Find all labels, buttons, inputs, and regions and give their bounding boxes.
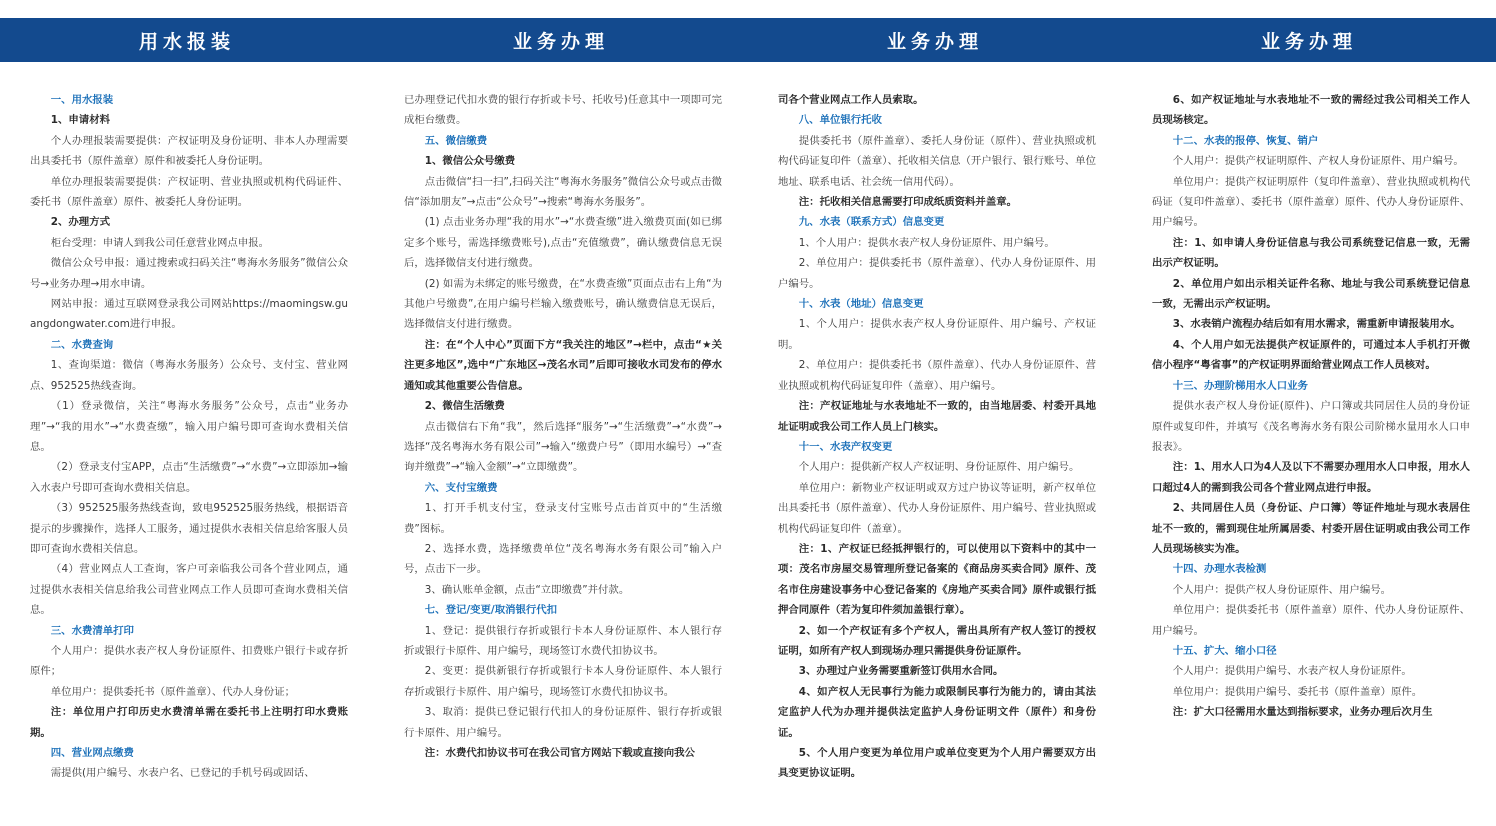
section-heading: 五、微信缴费: [424, 134, 488, 147]
section-heading: 九、水表（联系方式）信息变更: [798, 216, 945, 229]
section-heading: 十五、扩大、缩小口径: [1172, 644, 1277, 657]
note-text: 注：1、如申请人身份证信息与我公司系统登记信息一致，无需出示产权证明。: [1152, 236, 1470, 270]
note-text: 3、办理过户业务需要重新签订供用水合同。: [798, 665, 1004, 678]
paragraph: 提供水表产权人身份证(原件)、户口簿或共同居住人员的身份证原件或复印件，并填写《茂名粤海水务有限公司阶梯水量用水人口申报表》。: [1152, 400, 1470, 453]
note-text: 注：在“个人中心”页面下方“我关注的地区”→栏中，点击“★关注更多地区”,选中“广东地区→茂名水司”后即可接收水司发布的停水通知或其他重要公告信息。: [404, 338, 722, 392]
paragraph: （4）营业网点人工查询，客户可亲临我公司各个营业网点，通过提供水表相关信息给我公司营业网点工作人员即可查询水费相关信息。: [30, 563, 348, 617]
section-heading: 七、登记/变更/取消银行代扣: [424, 604, 558, 617]
banner-title-4: 业务办理: [1260, 30, 1357, 53]
paragraph: 微信公众号申报：通过搜索或扫码关注“粤海水务服务”微信公众号→业务办理→用水申请。: [30, 257, 348, 290]
paragraph: 个人用户：提供用户编号、水表产权人身份证原件。: [1172, 665, 1412, 678]
paragraph: 提供委托书（原件盖章）、委托人身份证（原件）、营业执照或机构代码证复印件（盖章）、托收相关信息（开户银行、银行账号、单位地址、联系电话、社会统一信用代码）。: [778, 134, 1096, 188]
note-text: 4、如产权人无民事行为能力或限制民事行为能力的，请由其法定监护人代为办理并提供法定监护人身份证明文件（原件）和身份证。: [778, 685, 1096, 739]
section-heading: 十三、办理阶梯用水人口业务: [1172, 379, 1308, 392]
section-heading: 十一、水表产权变更: [798, 440, 893, 453]
note-text: 2、如一个产权证有多个产权人，需出具所有产权人签订的授权证明，如所有产权人到现场办理只需提供身份证原件。: [778, 624, 1096, 657]
column-2: [404, 90, 722, 820]
paragraph: 个人用户：提供产权证明原件、产权人身份证原件、用户编号。: [1172, 155, 1464, 168]
note-text: 注：托收相关信息需要打印成纸质资料并盖章。: [798, 196, 1017, 209]
subheading: 2、办理方式: [50, 216, 110, 229]
note-text: 2、共同居住人员（身份证、户口簿）等证件地址与现水表居住址不一致的，需到现住址所属居委、村委开居住证明或由我公司工作人员现场核实为准。: [1152, 502, 1470, 555]
note-text: 司各个营业网点工作人员索取。: [778, 94, 924, 106]
section-heading: 六、支付宝缴费: [424, 481, 498, 494]
paragraph: 个人用户：提供新产权人产权证明、身份证原件、用户编号。: [798, 461, 1080, 474]
paragraph: (1) 点击业务办理“我的用水”→“水费查缴”进入缴费页面(如已绑定多个账号，需选择缴费账号),点击“充值缴费”，确认缴费信息无误后，选择微信支付进行缴费。: [404, 216, 722, 270]
banner-title-3: 业务办理: [886, 30, 983, 53]
section-heading: 四、营业网点缴费: [50, 747, 134, 759]
paragraph: 点击微信右下角“我”，然后选择“服务”→“生活缴费”→“水费”→选择“茂名粤海水务有限公司”→输入“缴费户号”（即用水编号）→“查询并缴费”→“输入金额”→“立即缴费”。: [404, 420, 722, 474]
paragraph: 2、选择水费，选择缴费单位“茂名粤海水务有限公司”输入户号，点击下一步。: [404, 542, 722, 576]
note-text: 5、个人用户变更为单位用户或单位变更为个人用户需要双方出具变更协议证明。: [778, 747, 1096, 780]
paragraph: 需提供(用户编号、水表户名、已登记的手机号码或固话、: [50, 767, 315, 780]
paragraph: 1、个人用户：提供水表产权人身份证原件、用户编号。: [798, 236, 1055, 249]
paragraph: 个人办理报装需要提供：产权证明及身份证明、非本人办理需要出具委托书（原件盖章）原件和被委托人身份证明。: [30, 134, 348, 168]
note-text: 注：1、用水人口为4人及以下不需要办理用水人口申报，用水人口超过4人的需到我公司各个营业网点进行申报。: [1152, 461, 1470, 494]
section-heading: 一、用水报装: [50, 94, 114, 106]
section-heading: 十二、水表的报停、恢复、销户: [1172, 134, 1319, 147]
paragraph: (2) 如需为未绑定的账号缴费，在“水费查缴”页面点击右上角“为其他户号缴费”,在用户编号栏输入缴费账号，确认缴费信息无误后，选择微信支付进行缴费。: [404, 277, 722, 331]
paragraph: （3）952525服务热线查询，致电952525服务热线，根据语音提示的步骤操作，选择人工服务，通过提供水表相关信息给客服人员即可查询水费相关信息。: [30, 502, 348, 555]
subheading: 1、申请材料: [50, 114, 110, 127]
paragraph: 单位用户：提供委托书（原件盖章）、代办人身份证；: [50, 685, 295, 698]
column-1: [30, 90, 348, 820]
paragraph: 单位用户：提供用户编号、委托书（原件盖章）原件。: [1172, 685, 1423, 698]
paragraph: 1、打开手机支付宝，登录支付宝账号点击首页中的“生活缴费”图标。: [404, 502, 722, 535]
note-text: 3、水表销户流程办结后如有用水需求，需重新申请报装用水。: [1172, 318, 1461, 331]
note-text: 注：水费代扣协议书可在我公司官方网站下载或直接向我公: [424, 747, 695, 759]
banner-title-2: 业务办理: [512, 30, 609, 53]
paragraph: 2、单位用户：提供委托书（原件盖章）、代办人身份证原件、用户编号。: [778, 257, 1096, 290]
column-3: [778, 90, 1096, 820]
section-heading: 十四、办理水表检测: [1172, 563, 1267, 576]
note-text: 6、如产权证地址与水表地址不一致的需经过我公司相关工作人员现场核定。: [1152, 94, 1470, 127]
paragraph: 单位办理报装需要提供：产权证明、营业执照或机构代码证件、委托书（原件盖章）原件、被委托人身份证明。: [30, 175, 348, 209]
section-heading: 八、单位银行托收: [798, 114, 882, 127]
paragraph: 2、单位用户：提供委托书（原件盖章）、代办人身份证原件、营业执照或机构代码证复印件（盖章）、用户编号。: [778, 359, 1096, 392]
note-text: 2、单位用户如出示相关证件名称、地址与我公司系统登记信息一致，无需出示产权证明。: [1152, 277, 1470, 311]
note-text: 注：扩大口径需用水量达到指标要求，业务办理后次月生: [1172, 706, 1433, 719]
paragraph: 3、确认账单金额，点击“立即缴费”并付款。: [424, 583, 630, 596]
paragraph: 1、登记：提供银行存折或银行卡本人身份证原件、本人银行存折或银行卡原件、用户编号，现场签订水费代扣协议书。: [404, 624, 722, 657]
subheading: 1、微信公众号缴费: [424, 155, 516, 168]
paragraph: （1）登录微信，关注“粤海水务服务”公众号，点击“业务办理”→“我的用水”→“水费查缴”，输入用户编号即可查询水费相关信息。: [30, 400, 348, 453]
paragraph: 已办理登记代扣水费的银行存折或卡号、托收号)任意其中一项即可完成柜台缴费。: [404, 94, 722, 127]
paragraph: 个人用户：提供产权人身份证原件、用户编号。: [1172, 583, 1391, 596]
section-heading: 三、水费清单打印: [50, 624, 134, 637]
paragraph: 1、查询渠道：微信（粤海水务服务）公众号、支付宝、营业网点、952525热线查询。: [30, 359, 348, 392]
paragraph: 单位用户：提供委托书（原件盖章）原件、代办人身份证原件、用户编号。: [1152, 604, 1470, 637]
note-text: 注：1、产权证已经抵押银行的，可以使用以下资料中的其中一项：茂名市房屋交易管理所登记备案的《商品房买卖合同》原件、茂名市住房建设事务中心登记备案的《房地产买卖合同》原件或银行抵押合同原件（若为复印件须加盖银行章）。: [778, 542, 1096, 617]
note-text: 注：产权证地址与水表地址不一致的，由当地居委、村委开具地址证明或我公司工作人员上门核实。: [778, 400, 1096, 433]
paragraph: 单位用户：提供产权证明原件（复印件盖章）、营业执照或机构代码证（复印件盖章）、委托书（原件盖章）原件、代办人身份证原件、用户编号。: [1152, 175, 1470, 229]
column-4: [1152, 90, 1470, 820]
paragraph: 柜台受理：申请人到我公司任意营业网点申报。: [50, 236, 269, 249]
paragraph: 个人用户：提供水表产权人身份证原件、扣费账户银行卡或存折原件；: [30, 644, 348, 678]
banner-title-1: 用水报装: [138, 30, 235, 53]
section-heading: 二、水费查询: [50, 338, 114, 351]
paragraph: 单位用户：新物业产权证明或双方过户协议等证明，新产权单位出具委托书（原件盖章）、代办人身份证原件、用户编号、营业执照或机构代码证复印件（盖章）。: [778, 481, 1096, 535]
note-text: 4、个人用户如无法提供产权证原件的，可通过本人手机打开微信小程序“粤省事”的产权证明界面给营业网点工作人员核对。: [1152, 338, 1470, 372]
paragraph: （2）登录支付宝APP，点击“生活缴费”→“水费”→立即添加→输入水表户号即可查询水费相关信息。: [30, 461, 348, 494]
paragraph: 点击微信“扫一扫”,扫码关注“粤海水务服务”微信公众号或点击微信“添加朋友”→点击“公众号”→搜索“粤海水务服务”。: [404, 175, 722, 209]
paragraph: 2、变更：提供新银行存折或银行卡本人身份证原件、本人银行存折或银行卡原件、用户编号，现场签订水费代扣协议书。: [404, 665, 722, 698]
note-text: 注：单位用户打印历史水费清单需在委托书上注明打印水费账期。: [30, 706, 348, 739]
top-margin: [0, 0, 1496, 18]
subheading: 2、微信生活缴费: [424, 400, 505, 413]
header-banner: [0, 18, 1496, 62]
paragraph: 3、取消：提供已登记银行代扣人的身份证原件、银行存折或银行卡原件、用户编号。: [404, 706, 722, 739]
paragraph: 网站申报：通过互联网登录我公司网站https://maomingsw.guangdongwater.com进行申报。: [30, 298, 348, 331]
section-heading: 十、水表（地址）信息变更: [798, 298, 924, 311]
paragraph: 1、个人用户：提供水表产权人身份证原件、用户编号、产权证明。: [778, 318, 1096, 351]
